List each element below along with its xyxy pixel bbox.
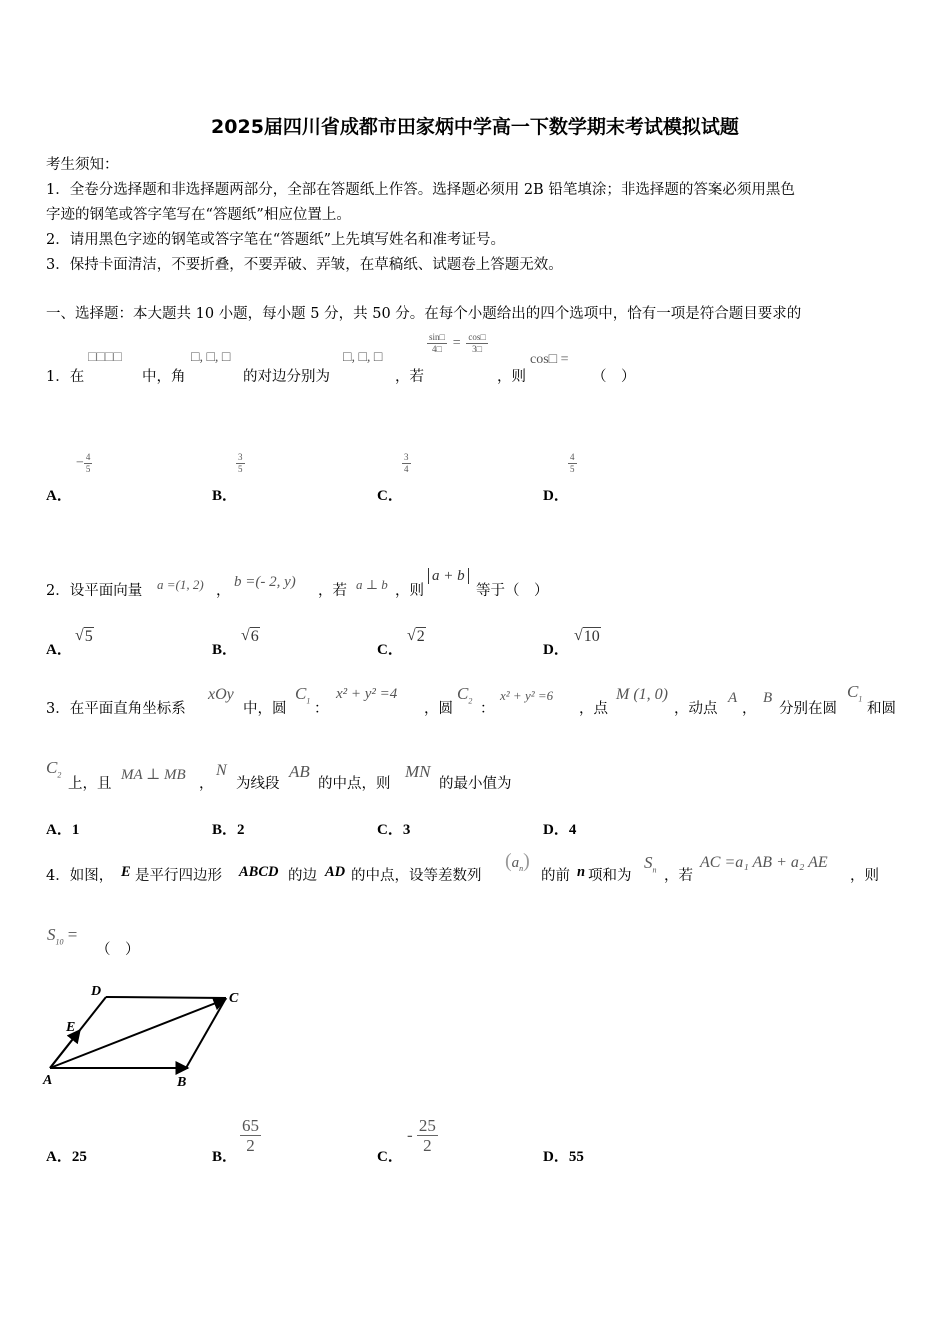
q4-paren: （ ） — [96, 942, 140, 958]
q3-text-5: ， — [742, 701, 757, 717]
q3-point-m: M (1, 0) — [616, 686, 668, 703]
q2-vector-a: a =(1, 2) — [157, 577, 204, 592]
q4-text-4: 的前 — [541, 868, 570, 884]
q1-ratio-equation: $\frac{\sin□}{4□}$ = $\frac{\cos□}{3□}$ — [429, 332, 486, 354]
q3-text-7: 和圆 — [867, 701, 896, 717]
q4-text-1: 是平行四边形 — [135, 868, 222, 884]
q1-text-2: 的对边分别为 — [243, 369, 330, 385]
q2-option-c-label[interactable]: C． — [377, 642, 403, 658]
q2-option-c-value: √ 2 — [407, 627, 425, 645]
q2-perp: a ⊥ b — [356, 577, 388, 592]
q4-text-6: ，若 — [664, 868, 693, 884]
q4-vector-equation: AC =a₁ AB + a₂ AE — [700, 854, 828, 871]
q3-circle-c2-b: $C_2$ — [46, 758, 62, 780]
q3-text-4: ，动点 — [674, 701, 718, 717]
q1-text-1: 中，角 — [142, 369, 186, 385]
q3-text-2: ，圆 — [424, 701, 453, 717]
label-e: E — [66, 1020, 76, 1035]
q2-vector-b: b =(- 2, y) — [234, 574, 296, 590]
label-c: C — [229, 991, 239, 1006]
q1-sides: □, □, □ — [343, 350, 383, 365]
q3-text-12: 的最小值为 — [439, 776, 512, 792]
q2-option-d-label[interactable]: D． — [543, 642, 569, 658]
q4-text-7: ，则 — [850, 868, 879, 884]
edge-dc — [106, 997, 226, 998]
label-a: A — [43, 1073, 53, 1088]
q2-option-b-value: √ 6 — [241, 627, 259, 645]
parallelogram-figure — [40, 978, 250, 1093]
q3-segment-mn: MN — [405, 762, 431, 781]
q3-text-3: ，点 — [579, 701, 608, 717]
q3-xoy: xOy — [208, 686, 234, 703]
q1-option-d-value: $\frac{4}{5}$ — [570, 452, 575, 474]
q3-option-d[interactable]: D．4 — [543, 822, 577, 838]
q1-option-d-label[interactable]: D． — [543, 488, 569, 504]
q3-text-8: 上，且 — [68, 776, 112, 792]
q3-point-n: N — [216, 762, 227, 779]
q3-colon-2: ： — [480, 701, 495, 717]
q1-text-3: ，若 — [395, 369, 424, 385]
q3-option-a[interactable]: A．1 — [46, 822, 80, 838]
q2-option-b-label[interactable]: B． — [212, 642, 238, 658]
q2-option-d-value: √ 10 — [574, 627, 600, 645]
q4-s10: $S_{10}$ = — [47, 925, 78, 947]
q2-comma: ， — [216, 583, 231, 599]
q4-sequence: $(a_n)$ — [505, 850, 530, 873]
q3-eq2: x² + y² =6 — [500, 688, 554, 703]
q3-text-11: 的中点，则 — [318, 776, 391, 792]
q2-text-1: ，若 — [318, 583, 347, 599]
label-d: D — [91, 984, 102, 999]
q4-option-c-label[interactable]: C． — [377, 1149, 403, 1165]
q4-option-b-label[interactable]: B． — [212, 1149, 238, 1165]
q3-circle-c1-b: $C_1$ — [847, 682, 863, 704]
q1-option-a-value: − $\frac{4}{5}$ — [76, 452, 91, 474]
q1-number: 1．在 — [46, 369, 85, 385]
q1-option-c-value: $\frac{3}{4}$ — [404, 452, 409, 474]
q1-angles: □, □, □ — [191, 350, 231, 365]
q3-segment-ab: AB — [289, 762, 310, 781]
q3-option-c[interactable]: C．3 — [377, 822, 411, 838]
q1-paren: （ ） — [592, 369, 636, 385]
q4-ad: AD — [325, 864, 346, 880]
q4-point-e: E — [121, 864, 131, 880]
q3-circle-c2: $C_2$ — [457, 684, 473, 706]
q2-text-2: ，则 — [395, 583, 424, 599]
q1-text-4: ，则 — [497, 369, 526, 385]
q3-perp: MA ⊥ MB — [121, 767, 186, 783]
q3-option-b[interactable]: B．2 — [212, 822, 245, 838]
q4-option-b-value: $\frac{65}{2}$ — [242, 1116, 259, 1155]
q3-text-6: 分别在圆 — [779, 701, 837, 717]
q2-abs-sum: a + b — [428, 568, 469, 585]
q2-option-a-label[interactable]: A． — [46, 642, 72, 658]
q4-option-c-value: - $\frac{25}{2}$ — [407, 1116, 436, 1155]
notice-line-1a: 1．全卷分选择题和非选择题两部分，全部在答题纸上作答。选择题必须用 2B 铅笔填涂；非选择题的答案必须用黑色 — [46, 182, 795, 198]
q4-text-5: 项和为 — [588, 868, 632, 884]
page-title: 2025届四川省成都市田家炳中学高一下数学期末考试模拟试题 — [211, 116, 739, 138]
q1-option-a-label[interactable]: A． — [46, 488, 72, 504]
q4-option-d[interactable]: D．55 — [543, 1149, 584, 1165]
q3-circle-c1: $C_1$ — [295, 684, 311, 706]
q3-number: 3．在平面直角坐标系 — [46, 701, 186, 717]
notice-heading: 考生须知： — [46, 157, 119, 173]
q1-triangle-box: □□□□ — [88, 350, 122, 365]
notice-line-2: 2．请用黑色字迹的钢笔或答字笔在“答题纸”上先填写姓名和准考证号。 — [46, 232, 506, 248]
q3-text-10: 为线段 — [236, 776, 280, 792]
label-b: B — [177, 1075, 187, 1090]
q3-point-a: A — [728, 690, 738, 706]
q4-abcd: ABCD — [239, 864, 279, 880]
q4-number: 4．如图， — [46, 868, 114, 884]
q2-option-a-value: √ 5 — [75, 627, 93, 645]
q4-text-3: 的中点，设等差数列 — [351, 868, 482, 884]
q4-sum-sn: $S_n$ — [644, 853, 657, 875]
section-heading: 一、选择题：本大题共 10 小题，每小题 5 分，共 50 分。在每个小题给出的四个选项中，恰有一项是符合题目要求的 — [46, 306, 802, 322]
q1-option-b-value: $\frac{3}{5}$ — [238, 452, 243, 474]
q1-option-b-label[interactable]: B． — [212, 488, 238, 504]
q2-text-3: 等于（ ） — [476, 583, 549, 599]
q4-n: n — [577, 864, 586, 880]
q1-cos-target: cos□ = — [530, 352, 569, 367]
q4-text-2: 的边 — [288, 868, 317, 884]
q3-point-b: B — [763, 690, 773, 706]
q2-number: 2．设平面向量 — [46, 583, 143, 599]
notice-line-3: 3．保持卡面清洁，不要折叠，不要弄破、弄皱，在草稿纸、试题卷上答题无效。 — [46, 257, 563, 273]
q4-option-a[interactable]: A．25 — [46, 1149, 87, 1165]
q1-option-c-label[interactable]: C． — [377, 488, 403, 504]
q3-text-1: 中，圆 — [243, 701, 287, 717]
q3-text-9: ， — [199, 776, 214, 792]
q3-colon: ： — [314, 701, 329, 717]
edge-cb — [186, 998, 226, 1068]
notice-line-1b: 字迹的钢笔或答字笔写在“答题纸”相应位置上。 — [46, 207, 351, 223]
q3-eq1: x² + y² =4 — [336, 686, 398, 702]
